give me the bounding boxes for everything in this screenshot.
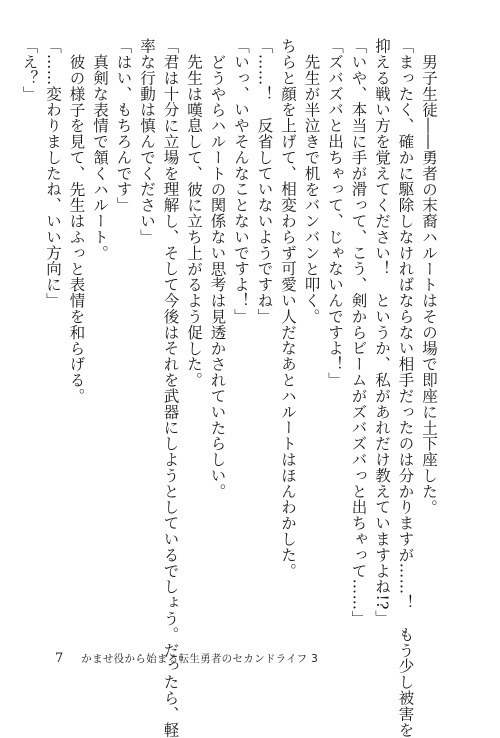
text-line: 「ズバズバと出ちゃって、じゃないんですよ！」 <box>326 38 344 388</box>
text-line: 彼の様子を見て、先生はふっと表情を和らげる。 <box>67 54 86 404</box>
page-number: 7 <box>55 651 64 666</box>
text-line: 先生が半泣きで机をバンバンと叩く。 <box>302 54 321 325</box>
text-line: 「まったく、確かに駆除しなければならない相手だったのは分かりますが……！ もう少し被害を <box>396 38 415 738</box>
text-line: 「いや、本当に手が滑って、こう、剣からビームがズバズバっと出ちゃって……」 <box>349 38 368 627</box>
text-line: 「……！ 反省していないようですね」 <box>255 38 274 325</box>
text-line: 男子生徒――勇者の末裔ハルートはその場で即座に土下座した。 <box>420 54 438 516</box>
text-line: どうやらハルートの関係ない思考は見透かされていたらしい。 <box>208 54 227 500</box>
text-line: 「……変わりましたね、いい方向に」 <box>44 38 62 309</box>
text-line: 真剣な表情で頷くハルート。 <box>91 54 109 261</box>
text-line: 「君は十分に立場を理解し、そして今後はそれを武器にしようとしているでしょう。だったら、軽 <box>161 38 180 738</box>
text-line: 「はい、もちろんです」 <box>114 38 133 213</box>
text-line: 率な行動は慎んでください」 <box>138 38 156 245</box>
text-line: 抑える戦い方を覚えてください！ というか、私があれだけ教えていますよね!?」 <box>373 38 391 626</box>
text-line: ちらと顔を上げて、相変わらず可愛い人だなあとハルートはほんわかした。 <box>279 38 297 579</box>
page-footer <box>55 651 318 666</box>
text-line: 先生は嘆息して、彼に立ち上がるよう促した。 <box>185 54 203 388</box>
text-line: 「いっ、いやそんなことないですよ！」 <box>232 38 250 325</box>
text-line: 「え？」 <box>20 38 39 102</box>
running-title: かませ役から始まる転生勇者のセカンドライフ 3 <box>81 653 319 665</box>
